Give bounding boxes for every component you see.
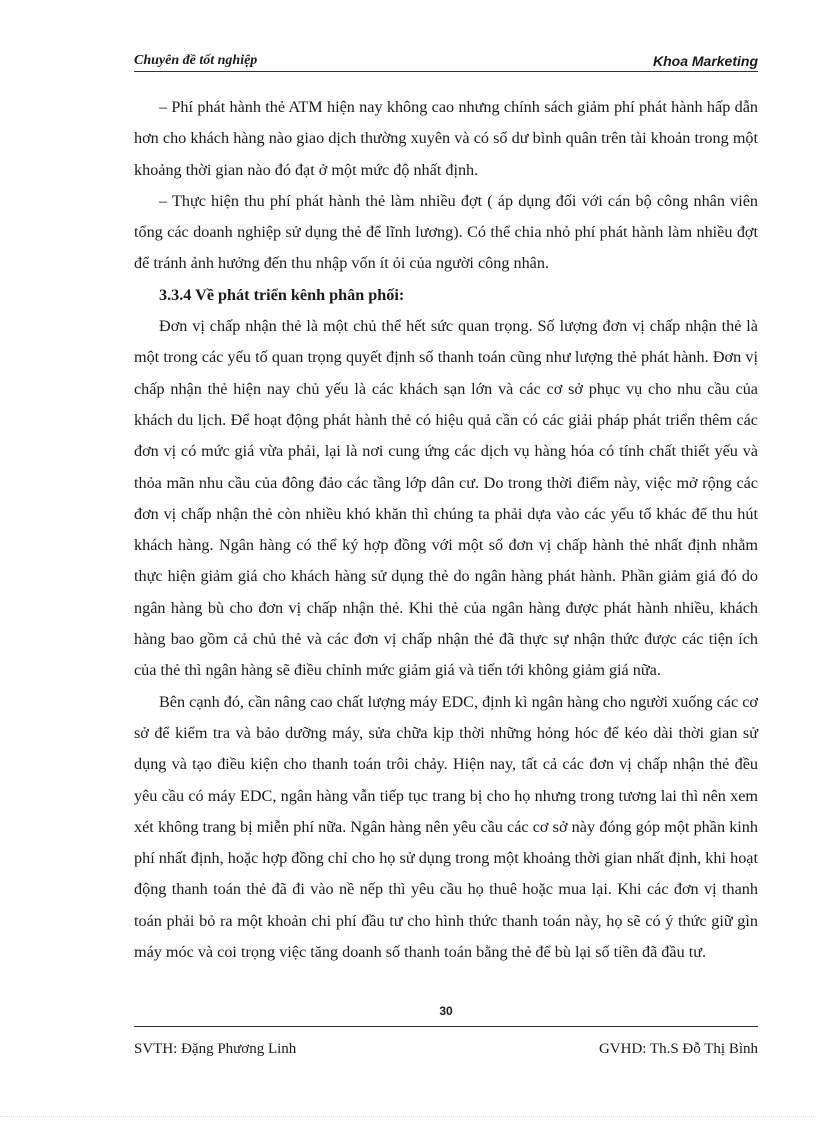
footer-divider [134,1026,758,1027]
page-footer [134,1041,758,1058]
page-bottom-edge [0,1116,816,1117]
page-header [134,48,758,72]
header-faculty: Khoa Marketing [652,53,758,69]
paragraph-fee-policy: – Phí phát hành thẻ ATM hiện nay không cao nhưng chính sách giảm phí phát hành hấp dẫn hơn cho khách hàng nào giao dịch thường xuyên và có số dư bình quân trên tài khoản trong một khoảng thời gian nào đó đạt ở một mức độ nhất định. [134,98,758,179]
header-document-type: Chuyên đề tốt nghiệp [134,53,258,68]
page-number: 30 [439,1004,453,1018]
section-heading: 3.3.4 Về phát triển kênh phân phối: [159,285,405,304]
paragraph-card-acceptance-units: Đơn vị chấp nhận thẻ là một chủ thể hết sức quan trọng. Số lượng đơn vị chấp nhận thẻ là một trong các yếu tố quan trọng quyết định số thanh toán cũng như lượng thẻ phát hành. Đơn vị chấp nhận thẻ hiện nay chủ yếu là các khách sạn lớn và các cơ sở phục vụ cho nhu cầu của khách du lịch. Để hoạt động phát hành thẻ có hiệu quả cần có các giải pháp phát triển thêm các đơn vị có mức giá vừa phải, lại là nơi cung ứng các dịch vụ hàng hóa có tính chất thiết yếu và thỏa mãn nhu cầu của đông đảo các tầng lớp dân cư. Do trong thời điểm này, việc mở rộng các đơn vị chấp nhận thẻ còn nhiều khó khăn thì chúng ta phải dựa vào các yếu tố khác để thu hút khách hàng. Ngân hàng có thể ký hợp đồng với một số đơn vị chấp hành thẻ nhất định nhằm thực hiện giảm giá cho khách hàng sử dụng thẻ do ngân hàng phát hành. Phần giảm giá đó do ngân hàng bù cho đơn vị chấp nhận thẻ. Khi thẻ của ngân hàng được phát hành nhiều, khách hàng bao gồm cả chủ thẻ và các đơn vị chấp nhận thẻ đã thực sự nhận thức được các tiện ích của thẻ thì ngân hàng sẽ điều chỉnh mức giảm giá và tiến tới không giảm giá nữa. [134,317,758,680]
paragraph-edc-machines: Bên cạnh đó, cần nâng cao chất lượng máy EDC, định kì ngân hàng cho người xuống các cơ sở để kiểm tra và bảo dưỡng máy, sửa chữa kịp thời những hỏng hóc để kéo dài thời gian sử dụng và tạo điều kiện cho thanh toán trôi chảy. Hiện nay, tất cả các đơn vị chấp nhận thẻ đều yêu cầu có máy EDC, ngân hàng vẫn tiếp tục trang bị cho họ nhưng trong tương lai thì nên xem xét không trang bị miễn phí nữa. Ngân hàng nên yêu cầu các cơ sở này đóng góp một phần kinh phí nhất định, hoặc hợp đồng chỉ cho họ sử dụng trong một khoảng thời gian nhất định, khi hoạt động thanh toán thẻ đã đi vào nề nếp thì yêu cầu họ thuê hoặc mua lại. Khi các đơn vị thanh toán phải bỏ ra một khoản chi phí đầu tư cho hình thức thanh toán này, họ sẽ có ý thức giữ gìn máy móc và coi trọng việc tăng doanh số thanh toán bằng thẻ để bù lại số tiền đã đầu tư. [134,692,758,962]
paragraph-installment-fee: – Thực hiện thu phí phát hành thẻ làm nhiều đợt ( áp dụng đối với cán bộ công nhân viên tổng các doanh nghiệp sử dụng thẻ để lĩnh lương). Có thể chia nhỏ phí phát hành làm nhiều đợt để tránh ảnh hưởng đến thu nhập vốn ít ỏi của người công nhân. [134,191,758,273]
document-body [134,92,758,968]
footer-supervisor: GVHD: Th.S Đỗ Thị Bình [598,1041,758,1057]
footer-student: SVTH: Đặng Phương Linh [134,1041,297,1057]
